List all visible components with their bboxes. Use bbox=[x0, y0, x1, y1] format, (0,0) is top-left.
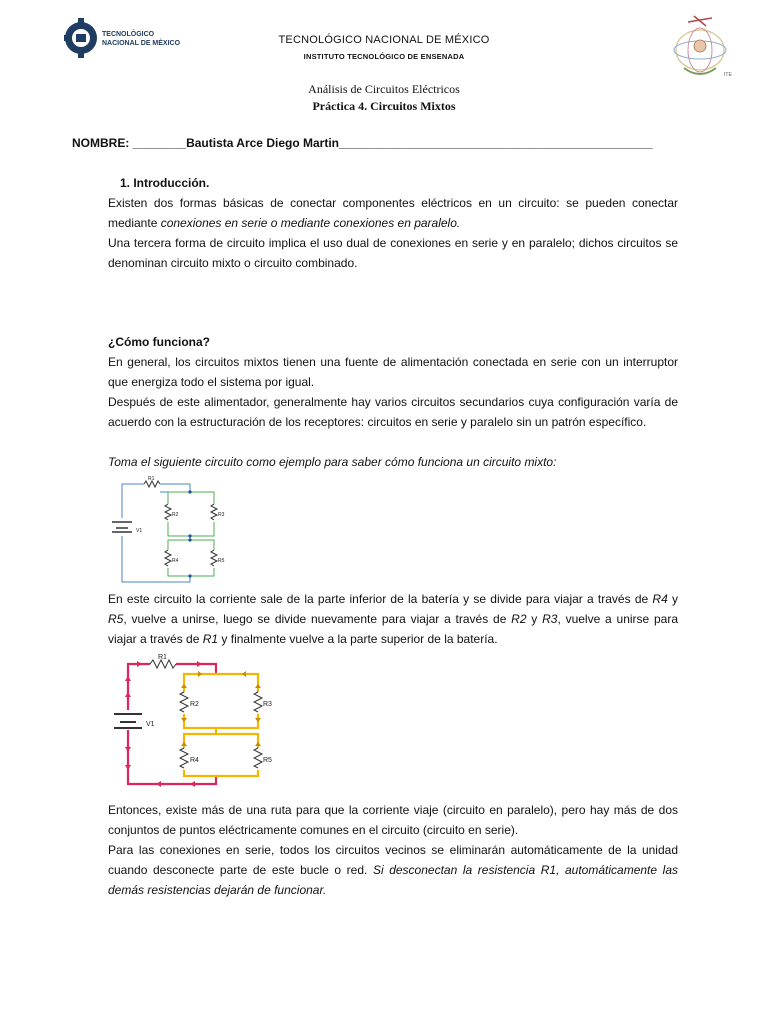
label-r5: R5 bbox=[218, 558, 225, 564]
name-line-before: ________ bbox=[132, 136, 187, 150]
name-label: NOMBRE: bbox=[72, 136, 130, 150]
label-r4: R4 bbox=[172, 558, 179, 564]
campus-title: INSTITUTO TECNOLÓGICO DE ENSENADA bbox=[303, 52, 465, 61]
practice-title: Práctica 4. Circuitos Mixtos bbox=[312, 99, 456, 113]
intro-paragraph-2: Una tercera forma de circuito implica el uso dual de conexiones en serie y en paralelo; dichos circuitos se denominan circuito mixto o circuito combinado. bbox=[108, 236, 678, 270]
current-explanation: En este circuito la corriente sale de la parte inferior de la batería y se divide para viajar a través de R4 y R5, vuelve a unirse, luego se divide nuevamente para viajar a través de R2 y R3, vuelve a unirse para viajar a través de R1 y finalmente vuelve a la parte superior de la batería. bbox=[108, 592, 679, 646]
label-r1: R1 bbox=[158, 654, 167, 661]
intro-paragraph-1 bbox=[108, 193, 678, 233]
course-title: Análisis de Circuitos Eléctricos bbox=[308, 82, 460, 96]
institution-title: TECNOLÓGICO NACIONAL DE MÉXICO bbox=[278, 34, 490, 46]
label-r1: R1 bbox=[148, 476, 155, 482]
how-paragraph-1: En general, los circuitos mixtos tienen una fuente de alimentación conectada en serie con un interruptor que energiza todo el sistema por igual. bbox=[108, 355, 678, 389]
conclusion-paragraph-1: Entonces, existe más de una ruta para que la corriente viaje (circuito en paralelo), pero hay más de dos conjuntos de puntos eléctricamente comunes en el circuito (circuito en serie). bbox=[108, 803, 678, 837]
intro-p1-text: Existen dos formas básicas de conectar componentes eléctricos en un circuito: se pueden conectar mediante bbox=[108, 196, 678, 230]
label-v1: V1 bbox=[146, 721, 155, 728]
label-v1: V1 bbox=[136, 528, 143, 534]
ite-logo-text: ITE bbox=[724, 72, 732, 78]
how-paragraph-2: Después de este alimentador, generalmente hay varios circuitos secundarios cuya configuración varía de acuerdo con la estructuración de los receptores: circuitos en serie y paralelo sin un patrón específico. bbox=[108, 395, 678, 429]
current-arrow-icon bbox=[125, 661, 202, 787]
r1-resistor bbox=[150, 660, 176, 668]
circuit-diagram-current-flow bbox=[106, 652, 272, 792]
intro-p1-italic: conexiones en serie o mediante conexiones en paralelo. bbox=[160, 216, 461, 230]
intro-heading: 1. Introducción. bbox=[120, 176, 210, 190]
label-r5: R5 bbox=[263, 757, 272, 764]
battery-icon bbox=[114, 714, 142, 728]
label-r3: R3 bbox=[218, 512, 225, 518]
how-example: Toma el siguiente circuito como ejemplo para saber cómo funciona un circuito mixto: bbox=[108, 455, 557, 469]
how-heading: ¿Cómo funciona? bbox=[108, 335, 210, 349]
logo-line-1: TECNOLÓGICO bbox=[102, 31, 155, 38]
label-r3: R3 bbox=[263, 701, 272, 708]
label-r2: R2 bbox=[190, 701, 199, 708]
name-line-after: _______________________________________________ bbox=[338, 136, 653, 150]
logo-line-2: NACIONAL DE MÉXICO bbox=[102, 40, 181, 47]
student-name-line bbox=[72, 136, 653, 150]
ite-logo bbox=[664, 10, 744, 84]
battery-icon bbox=[112, 522, 132, 532]
label-r2: R2 bbox=[172, 512, 179, 518]
conclusion-paragraph-2: Para las conexiones en serie, todos los circuitos vecinos se eliminarán automáticamente de la unidad cuando desconecte parte de este bucle o red. Si desconectan la resistencia R1, automáticamente las demás resistencias dejarán de funcionar. bbox=[108, 843, 678, 897]
label-r4: R4 bbox=[190, 757, 199, 764]
circuit-diagram-plain bbox=[106, 474, 231, 586]
student-name: Bautista Arce Diego Martin bbox=[186, 136, 339, 150]
